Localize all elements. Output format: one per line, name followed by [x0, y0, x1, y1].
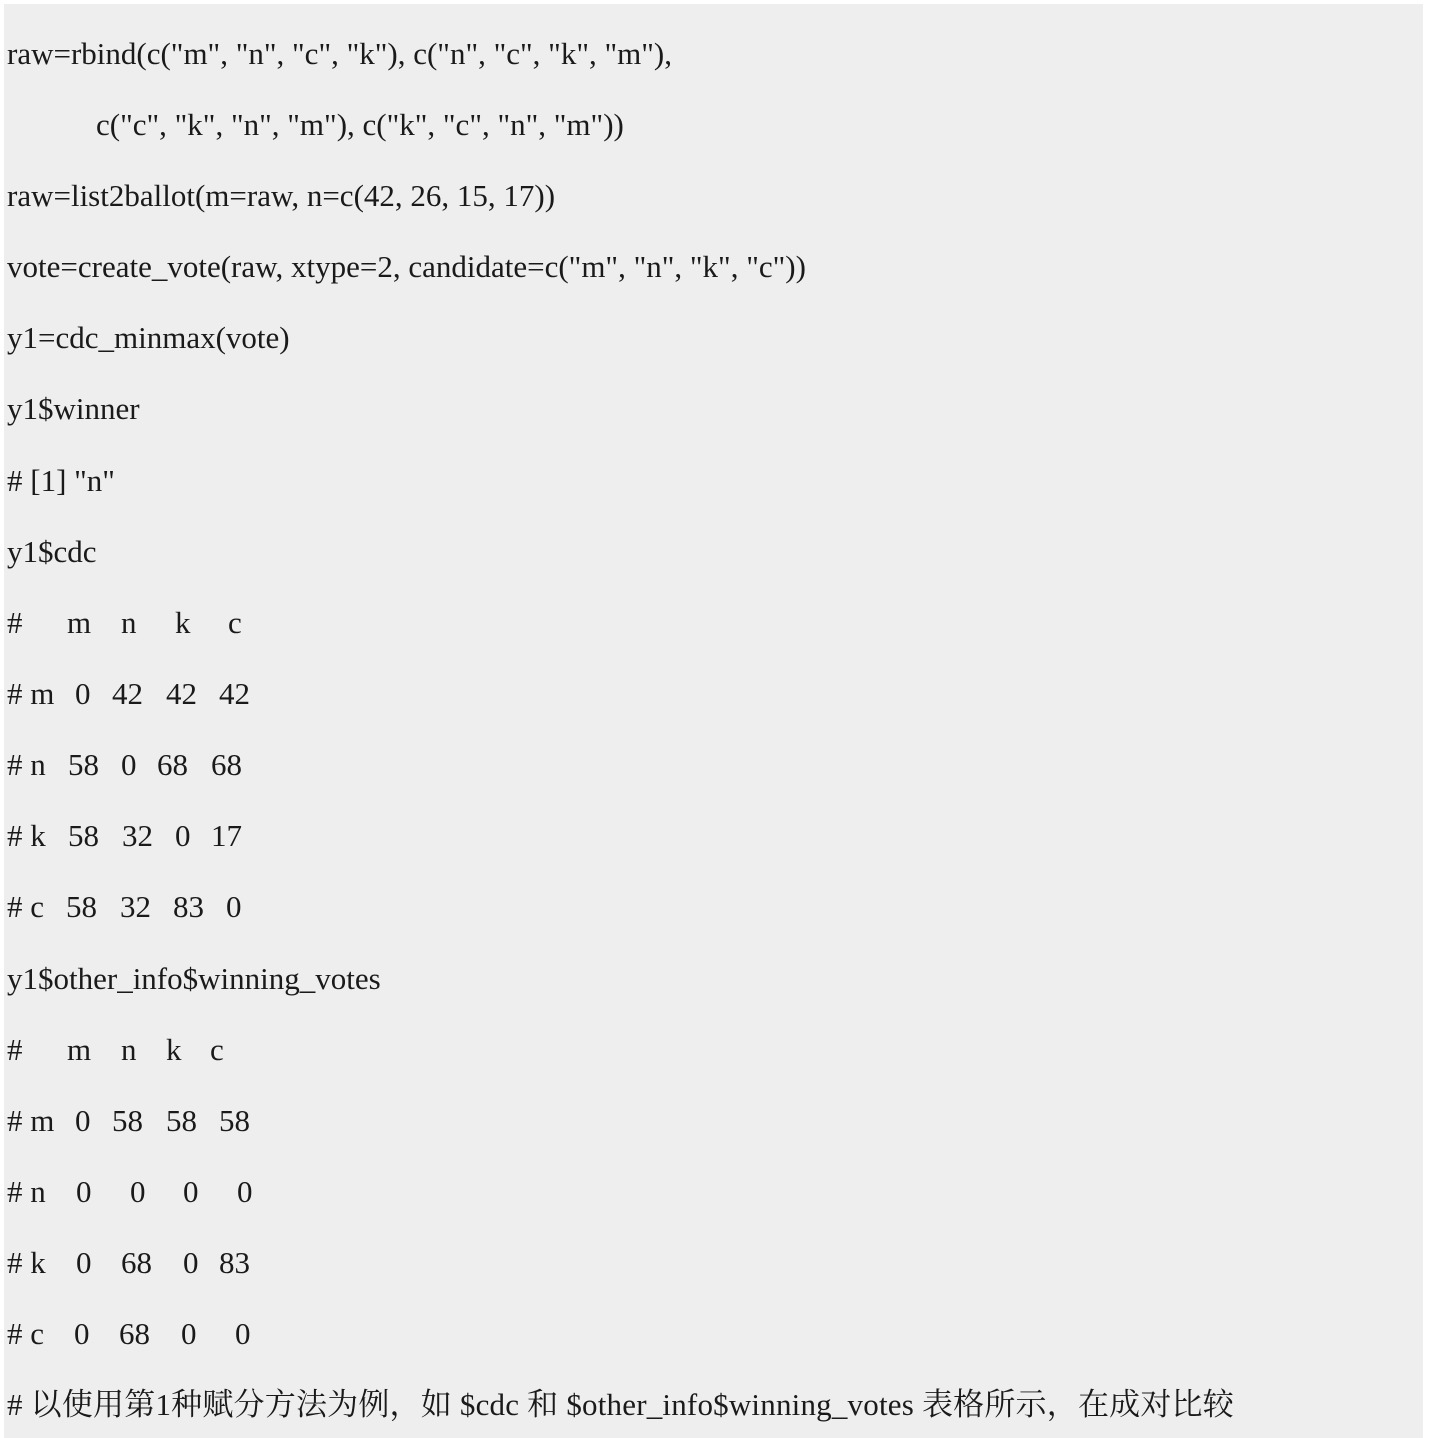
table-cell: # m — [7, 1103, 55, 1138]
table-row — [7, 669, 407, 719]
code-line: y1$winner — [7, 391, 140, 426]
table-cell: 0 — [121, 747, 137, 782]
table-cell: 0 — [235, 1316, 251, 1351]
table-cell: 58 — [219, 1103, 250, 1138]
code-line: c("c", "k", "n", "m"), c("k", "c", "n", "m")) — [96, 107, 624, 142]
code-line: raw=rbind(c("m", "n", "c", "k"), c("n", "c", "k", "m"), — [7, 36, 672, 71]
cdc-table-header — [7, 598, 407, 648]
code-block — [4, 4, 1423, 1438]
table-row — [7, 882, 407, 932]
table-cell: 0 — [183, 1245, 199, 1280]
table-row — [7, 811, 407, 861]
table-row — [7, 1309, 407, 1359]
table-cell: 0 — [76, 1245, 92, 1280]
table-cell: m — [67, 1032, 92, 1067]
table-cell: n — [121, 1032, 137, 1067]
table-cell: 32 — [120, 889, 151, 924]
table-cell: 0 — [237, 1174, 253, 1209]
table-cell: 58 — [68, 818, 99, 853]
code-line: y1$other_info$winning_votes — [7, 961, 381, 996]
table-cell: 42 — [112, 676, 143, 711]
table-row — [7, 1238, 407, 1288]
table-cell: # c — [7, 889, 45, 924]
table-cell: 0 — [226, 889, 242, 924]
table-row — [7, 740, 407, 790]
table-cell: k — [175, 605, 191, 640]
table-cell: 0 — [130, 1174, 146, 1209]
table-cell: # c — [7, 1316, 45, 1351]
code-line: raw=list2ballot(m=raw, n=c(42, 26, 15, 17)) — [7, 178, 556, 213]
table-cell: 58 — [68, 747, 99, 782]
table-cell: # — [7, 605, 23, 640]
table-cell: 68 — [157, 747, 188, 782]
table-cell: # m — [7, 676, 55, 711]
table-cell: 68 — [119, 1316, 150, 1351]
output-line: # [1] "n" — [7, 463, 115, 498]
table-cell: 83 — [173, 889, 204, 924]
table-cell: 0 — [75, 676, 91, 711]
table-cell: # n — [7, 1174, 46, 1209]
table-cell: m — [67, 605, 92, 640]
code-line: y1=cdc_minmax(vote) — [7, 320, 290, 355]
comment-line: # 以使用第1种赋分方法为例，如 $cdc 和 $other_info$winning_votes 表格所示，在成对比较 — [7, 1387, 1234, 1422]
table-cell: 58 — [66, 889, 97, 924]
table-cell: 42 — [166, 676, 197, 711]
table-cell: c — [228, 605, 242, 640]
code-line: vote=create_vote(raw, xtype=2, candidate=c("m", "n", "k", "c")) — [7, 249, 806, 284]
table-cell: 0 — [76, 1174, 92, 1209]
table-cell: 68 — [211, 747, 242, 782]
table-cell: # — [7, 1032, 23, 1067]
table-cell: n — [121, 605, 137, 640]
winning-votes-table-header — [7, 1025, 407, 1075]
table-cell: # k — [7, 1245, 46, 1280]
table-cell: c — [210, 1032, 224, 1067]
table-cell: k — [166, 1032, 182, 1067]
table-cell: 58 — [112, 1103, 143, 1138]
code-line: y1$cdc — [7, 534, 97, 569]
table-cell: 83 — [219, 1245, 250, 1280]
table-cell: 0 — [74, 1316, 90, 1351]
table-cell: 0 — [181, 1316, 197, 1351]
table-cell: # n — [7, 747, 46, 782]
table-row — [7, 1096, 407, 1146]
table-cell: 32 — [122, 818, 153, 853]
table-cell: 0 — [75, 1103, 91, 1138]
table-cell: 0 — [175, 818, 191, 853]
table-row — [7, 1167, 407, 1217]
table-cell: 17 — [211, 818, 242, 853]
table-cell: 0 — [183, 1174, 199, 1209]
table-cell: 68 — [121, 1245, 152, 1280]
table-cell: 42 — [219, 676, 250, 711]
table-cell: # k — [7, 818, 46, 853]
table-cell: 58 — [166, 1103, 197, 1138]
